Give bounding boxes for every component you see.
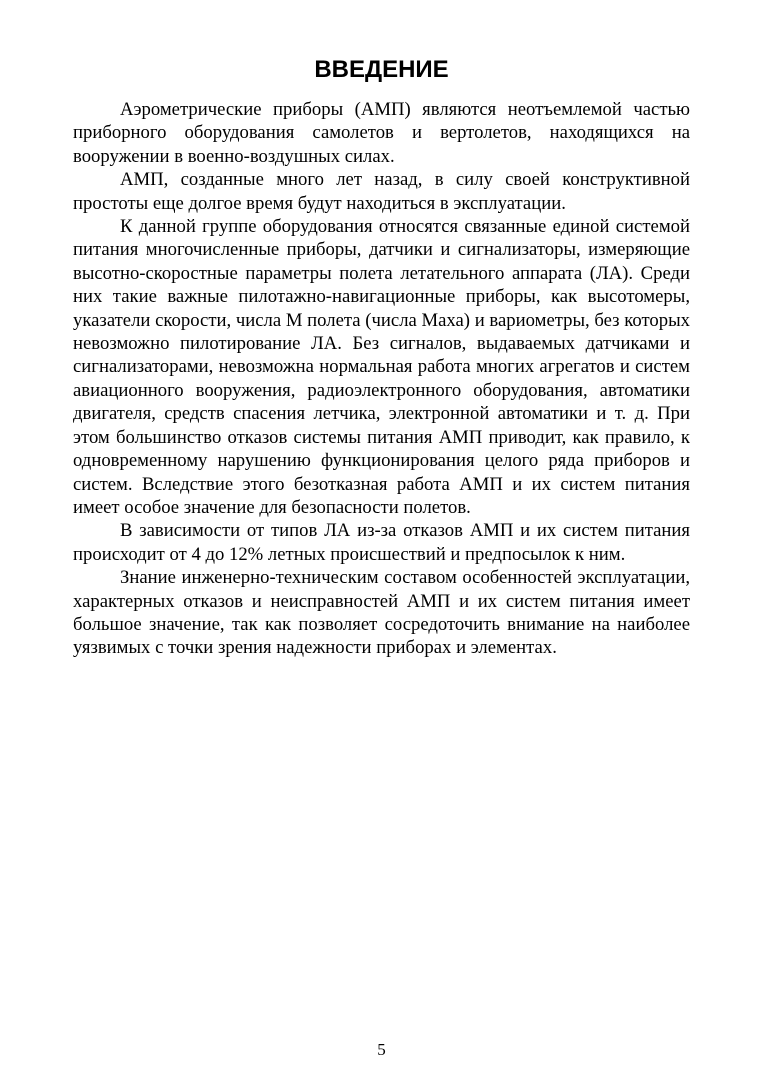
page-number: 5 <box>377 1040 386 1059</box>
paragraph-4: В зависимости от типов ЛА из-за отказов АМП и их систем питания происходит от 4 до 12% летных происшествий и предпосылок к ним. <box>73 520 690 565</box>
paragraph-3: К данной группе оборудования относятся связанные единой системой питания многочисленные приборы, датчики и сигнализаторы, измеряющие высотно-скоростные параметры полета летательного аппарата (ЛА). Среди них такие важные пилотажно-навигационные приборы, как высотомеры, указатели скорости, числа М полета (числа Маха) и вариометры, без которых невозможно пилотирование ЛА. Без сигналов, выдаваемых датчиками и сигнализаторами, невозможна нормальная работа многих агрегатов и систем авиационного вооружения, радиоэлектронного оборудования, автоматики двигателя, средств спасения летчика, электронной автоматики и т. д. При этом большинство отказов системы питания АМП приводит, как правило, к одновременному нарушению функционирования целого ряда приборов и систем. Вследствие этого безотказная работа АМП и их систем питания имеет особое значение для безопасности полетов. <box>73 216 690 518</box>
paragraph-2: АМП, созданные много лет назад, в силу своей конструктивной простоты еще долгое время будут находиться в эксплуатации. <box>73 169 690 214</box>
paragraph-5: Знание инженерно-техническим составом особенностей эксплуатации, характерных отказов и неисправностей АМП и их систем питания имеет большое значение, так как позволяет сосредоточить внимание на наиболее уязвимых с точки зрения надежности приборах и элементах. <box>73 567 690 659</box>
paragraph-1: Аэрометрические приборы (АМП) являются неотъемлемой частью приборного оборудования самолетов и вертолетов, находящихся на вооружении в военно-воздушных силах. <box>73 99 690 167</box>
page-title: ВВЕДЕНИЕ <box>314 56 449 83</box>
body-text <box>73 98 690 660</box>
